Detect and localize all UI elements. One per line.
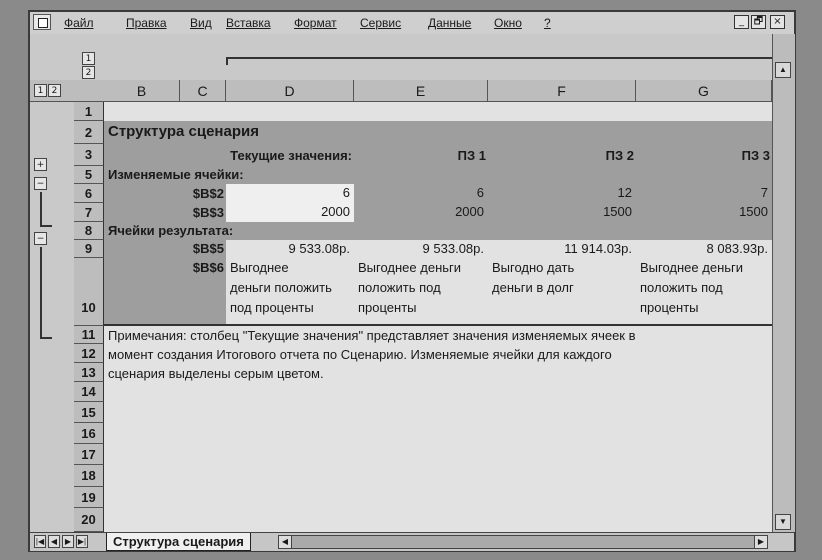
notes-line-2[interactable]: момент создания Итогового отчета по Сценарию. Изменяемые ячейки для каждого: [108, 347, 612, 362]
row-header-3[interactable]: 3: [74, 144, 104, 166]
row-header-18[interactable]: 18: [74, 465, 104, 487]
row-bracket-1: [40, 192, 42, 226]
menu-file[interactable]: Файл: [64, 16, 94, 30]
col-header-g[interactable]: G: [636, 80, 772, 102]
menu-insert[interactable]: Вставка: [226, 16, 271, 30]
minimize-icon[interactable]: _: [734, 15, 749, 29]
row-bracket-2-end: [40, 337, 52, 339]
row-header-12[interactable]: 12: [74, 344, 104, 363]
menu-view[interactable]: Вид: [190, 16, 212, 30]
col-header-d[interactable]: D: [226, 80, 354, 102]
worksheet-grid[interactable]: [104, 102, 772, 532]
scroll-down-icon[interactable]: ▼: [775, 514, 791, 530]
row9-scenario-2[interactable]: 11 914.03р.: [564, 241, 632, 256]
prev-sheet-icon[interactable]: ◀: [48, 535, 60, 548]
row-header-13[interactable]: 13: [74, 363, 104, 382]
restore-icon[interactable]: 🗗: [751, 15, 766, 29]
row6-scenario-2[interactable]: 12: [488, 184, 636, 203]
row9-ref[interactable]: $B$5: [192, 241, 224, 256]
row-bracket-2: [40, 247, 42, 339]
header-current-values[interactable]: Текущие значения:: [230, 148, 352, 163]
horizontal-scrollbar[interactable]: [278, 535, 768, 549]
row-header-19[interactable]: 19: [74, 487, 104, 508]
vertical-scrollbar[interactable]: [772, 34, 795, 532]
row9-scenario-1[interactable]: 9 533.08р.: [422, 241, 484, 256]
row10-ref[interactable]: $B$6: [192, 260, 224, 275]
row9-current[interactable]: 9 533.08р.: [288, 241, 350, 256]
row-header-10[interactable]: 10: [74, 258, 104, 326]
table-bottom-border: [104, 324, 772, 326]
row7-scenario-3[interactable]: 1500: [636, 203, 772, 222]
menu-tools[interactable]: Сервис: [360, 16, 402, 30]
row-level-1-button[interactable]: 1: [34, 84, 47, 97]
row-expand-button[interactable]: +: [34, 158, 47, 171]
col-level-1-button[interactable]: 1: [82, 52, 95, 65]
row7-ref[interactable]: $B$3: [192, 205, 224, 220]
row-header-15[interactable]: 15: [74, 402, 104, 423]
row6-ref[interactable]: $B$2: [192, 186, 224, 201]
row6-scenario-3[interactable]: 7: [636, 184, 772, 203]
row10-scenario-2-line-1[interactable]: Выгодно дать: [492, 260, 575, 275]
row6-scenario-1[interactable]: 6: [354, 184, 488, 203]
first-sheet-icon[interactable]: |◀: [35, 537, 45, 546]
menu-format[interactable]: Формат: [294, 16, 337, 30]
next-sheet-icon[interactable]: ▶: [62, 535, 74, 548]
col-outline-bracket-tick: [226, 57, 228, 65]
row-bracket-1-end: [40, 225, 52, 227]
row-header-14[interactable]: 14: [74, 382, 104, 402]
col-header-c[interactable]: C: [180, 80, 226, 102]
scroll-up-icon[interactable]: ▲: [775, 62, 791, 78]
header-corner: [30, 80, 104, 102]
row10-scenario-3-line-3[interactable]: проценты: [640, 300, 699, 315]
row6-current[interactable]: 6: [226, 184, 354, 203]
row9-scenario-3[interactable]: 8 083.93р.: [706, 241, 768, 256]
menu-edit[interactable]: Правка: [126, 16, 167, 30]
row10-scenario-1-line-1[interactable]: Выгоднее деньги: [358, 260, 462, 275]
row10-scenario-1-line-2[interactable]: положить под: [358, 280, 441, 295]
col-outline-bracket: [226, 57, 772, 59]
result-cells-label[interactable]: Ячейки результата:: [108, 223, 234, 238]
excel-window: [28, 10, 796, 552]
row10-scenario-3-line-2[interactable]: положить под: [640, 280, 723, 295]
menu-window[interactable]: Окно: [494, 16, 522, 30]
row-level-2-button[interactable]: 2: [48, 84, 61, 97]
row7-scenario-2[interactable]: 1500: [488, 203, 636, 222]
row10-scenario-2-line-2[interactable]: деньги в долг: [492, 280, 574, 295]
notes-line-1[interactable]: Примечания: столбец "Текущие значения" представляет значения изменяемых ячеек в: [108, 328, 636, 343]
row10-current-line-3[interactable]: под проценты: [230, 300, 314, 315]
row-collapse-button-2[interactable]: −: [34, 232, 47, 245]
row-header-7[interactable]: 7: [74, 203, 104, 222]
row-header-20[interactable]: 20: [74, 508, 104, 532]
sheet-tab-active[interactable]: Структура сценария: [106, 533, 251, 551]
row10-current-line-1[interactable]: Выгоднее: [230, 260, 289, 275]
sheet-tab-bar: [30, 532, 794, 551]
row-collapse-button[interactable]: −: [34, 177, 47, 190]
row10-scenario-3-line-1[interactable]: Выгоднее деньги: [640, 260, 744, 275]
col-header-e[interactable]: E: [354, 80, 488, 102]
row-header-11[interactable]: 11: [74, 326, 104, 344]
row-header-9[interactable]: 9: [74, 240, 104, 258]
header-scenario-2[interactable]: ПЗ 2: [605, 148, 634, 163]
row-header-8[interactable]: 8: [74, 222, 104, 240]
close-icon[interactable]: ×: [770, 15, 785, 29]
menu-bar: [30, 12, 794, 35]
row7-current[interactable]: 2000: [226, 203, 354, 222]
menu-data[interactable]: Данные: [428, 16, 472, 30]
row-header-5[interactable]: 5: [74, 166, 104, 184]
sheet-title[interactable]: Структура сценария: [108, 123, 259, 140]
column-outline-area: [30, 34, 794, 81]
menu-help[interactable]: ?: [544, 16, 551, 30]
col-header-b[interactable]: B: [104, 80, 180, 102]
col-header-f[interactable]: F: [488, 80, 636, 102]
row10-scenario-1-line-3[interactable]: проценты: [358, 300, 417, 315]
col-level-2-button[interactable]: 2: [82, 66, 95, 79]
row-outline-area: [30, 102, 75, 532]
header-scenario-3[interactable]: ПЗ 3: [741, 148, 770, 163]
notes-line-3[interactable]: сценария выделены серым цветом.: [108, 366, 324, 381]
last-sheet-icon[interactable]: ▶|: [77, 537, 87, 546]
changing-cells-label[interactable]: Изменяемые ячейки:: [108, 167, 244, 182]
row-header-16[interactable]: 16: [74, 423, 104, 444]
header-scenario-1[interactable]: ПЗ 1: [457, 148, 486, 163]
row10-current-line-2[interactable]: деньги положить: [230, 280, 332, 295]
row-header-17[interactable]: 17: [74, 444, 104, 465]
row7-scenario-1[interactable]: 2000: [354, 203, 488, 222]
row-header-2[interactable]: 2: [74, 121, 104, 144]
row-header-1[interactable]: 1: [74, 102, 104, 121]
scroll-left-icon[interactable]: ◀: [279, 536, 292, 548]
row-header-6[interactable]: 6: [74, 184, 104, 203]
scroll-right-icon[interactable]: ▶: [754, 536, 767, 548]
system-menu-icon[interactable]: [33, 14, 51, 30]
